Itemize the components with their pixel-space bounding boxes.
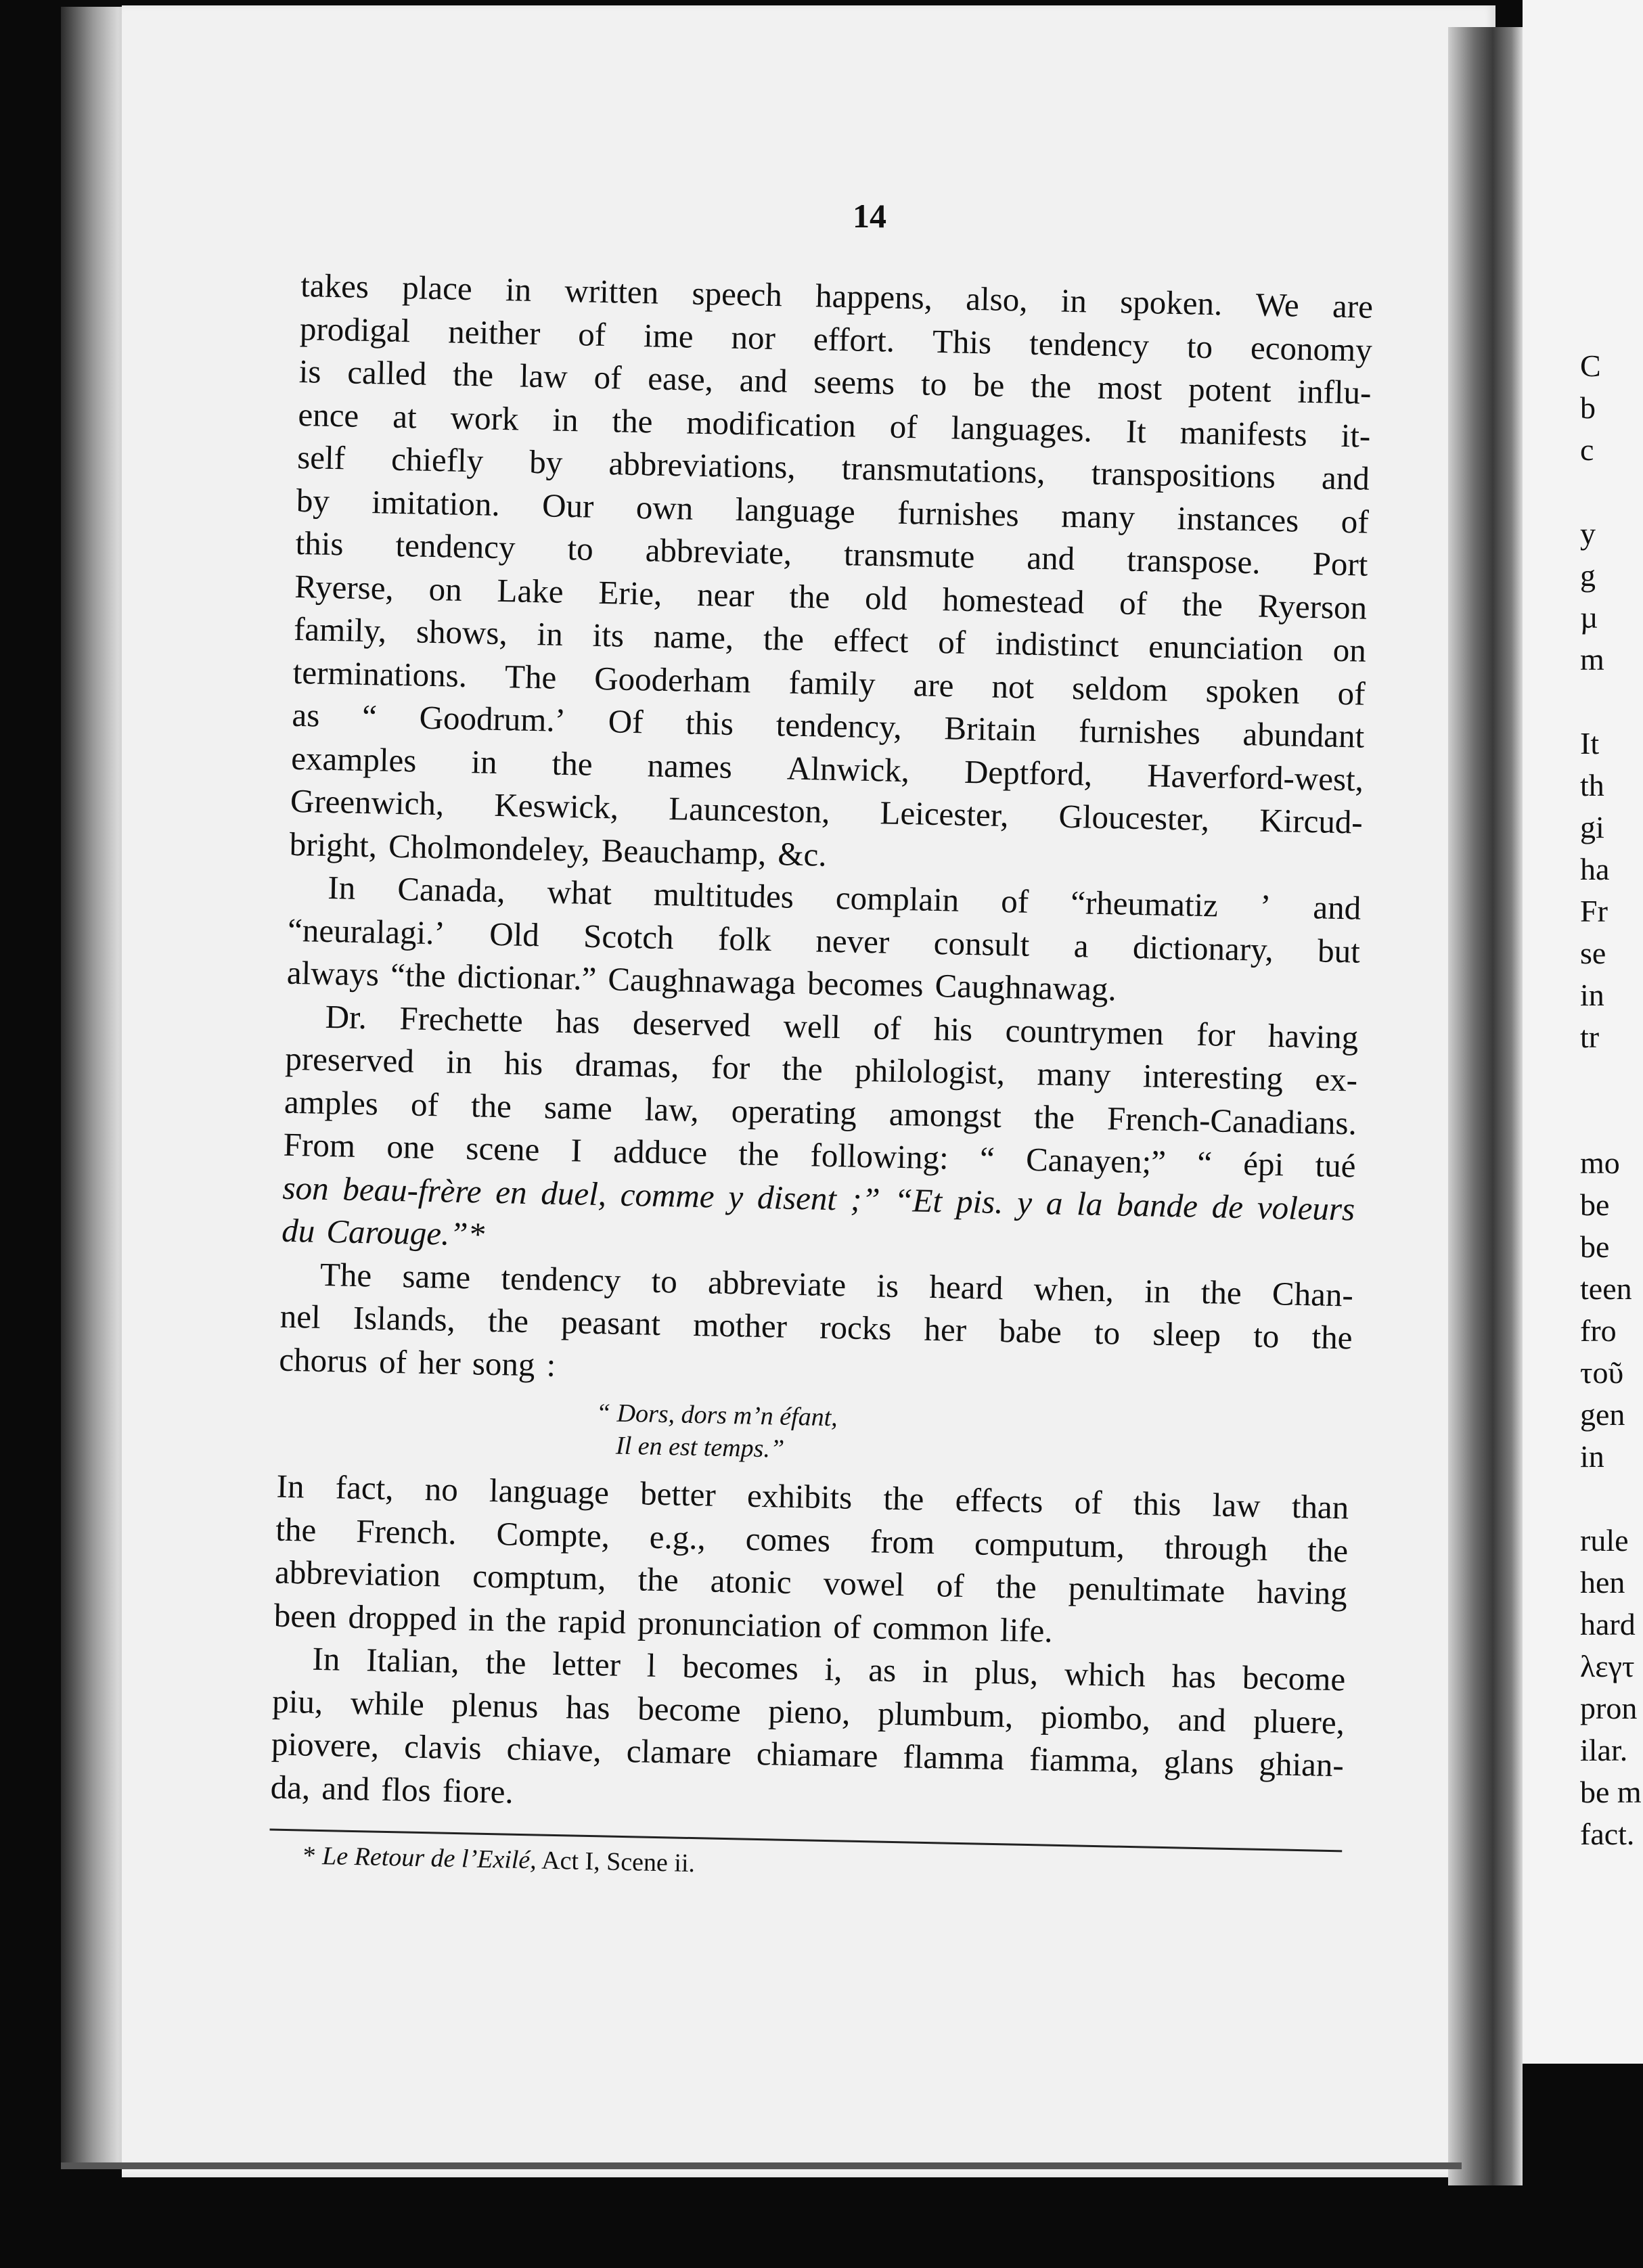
right-page-fragment: fact. — [1580, 1817, 1635, 1851]
poem-line: “ Dors, dors m’n éfant, — [595, 1399, 838, 1432]
right-page-fragment: Fr — [1580, 894, 1608, 928]
text-line: this tendency to abbreviate, transmute and transpose. Port — [295, 524, 1368, 583]
right-page-fragment: g — [1580, 558, 1596, 593]
right-page-fragment: ilar. — [1580, 1733, 1628, 1767]
right-page-fragment: hen — [1580, 1565, 1625, 1600]
text-line: da, and flos fiore. — [270, 1768, 514, 1811]
text-line: chorus of her song : — [278, 1340, 556, 1384]
text-line: been dropped in the rapid pronunciation of common life. — [273, 1596, 1054, 1650]
right-page-text — [1580, 345, 1642, 1855]
right-page-fragment — [1580, 471, 1642, 513]
text-line: “neuralagi.’ Old Scotch folk never consult a dictionary, but — [287, 911, 1361, 970]
poem-line: Il en est temps.” — [615, 1431, 785, 1464]
text-line: In fact, no language better exhibits the effects of this law than — [276, 1467, 1349, 1526]
text-line: Dr. Frechette has deserved well of his countrymen for having — [325, 997, 1359, 1056]
right-page-fragment: rule — [1580, 1523, 1629, 1558]
right-page-fragment: τοῦ — [1580, 1355, 1624, 1390]
text-line: In Italian, the letter l becomes i, as in plus, which has become — [312, 1639, 1346, 1698]
right-page-fragment: b — [1580, 390, 1596, 425]
right-page-fragment: fro — [1580, 1313, 1617, 1348]
right-page-fragment: be m — [1580, 1775, 1642, 1809]
text-line: nel Islands, the peasant mother rocks her babe to sleep to the — [279, 1297, 1353, 1357]
text-line: always “the dictionar.” Caughnawaga becomes Caughnawag. — [286, 953, 1117, 1008]
right-page-fragment: C — [1580, 348, 1601, 383]
right-page-fragment — [1580, 1058, 1642, 1100]
text-line: preserved in his dramas, for the philologist, many interesting ex- — [284, 1039, 1358, 1099]
right-page-fragment: se — [1580, 936, 1606, 970]
right-page-fragment: in — [1580, 978, 1604, 1012]
text-line: amples of the same law, operating amongst the French-Canadians. — [284, 1083, 1357, 1142]
text-line: Ryerse, on Lake Erie, near the old homestead of the Ryerson — [294, 567, 1368, 627]
text-line: by imitation. Our own language furnishes many instances of — [296, 481, 1370, 541]
right-page-fragment: µ — [1580, 600, 1598, 635]
text-line: family, shows, in its name, the effect of indistinct enunciation on — [293, 610, 1367, 669]
right-page-fragment: be — [1580, 1187, 1610, 1222]
text-line: terminations. The Gooderham family are not seldom spoken of — [292, 653, 1366, 712]
right-page-fragment: m — [1580, 642, 1604, 677]
text-line: bright, Cholmondeley, Beauchamp, &c. — [289, 825, 828, 874]
text-line: the French. Compte, e.g., comes from computum, through the — [275, 1510, 1349, 1569]
text-line: From one scene I adduce the following: “ Canayen;” “ épi tué — [283, 1125, 1357, 1185]
right-page-fragment — [1580, 681, 1642, 723]
text-line: abbreviation comptum, the atonic vowel of the penultimate having — [274, 1553, 1348, 1612]
right-page-fragment: mo — [1580, 1146, 1620, 1180]
right-page-fragment: c — [1580, 432, 1594, 467]
text-line: du Carouge.”* — [281, 1211, 485, 1253]
right-page-fragment — [1580, 1478, 1642, 1520]
text-line: prodigal neither of ime nor effort. This tendency to economy — [299, 309, 1373, 369]
body-text — [269, 264, 1373, 1895]
text-line: takes place in written speech happens, also, in spoken. We are — [300, 266, 1374, 325]
text-line: piovere, clavis chiave, clamare chiamare flamma fiamma, glans ghian- — [271, 1725, 1345, 1784]
right-page-fragment: pron — [1580, 1691, 1638, 1725]
right-page-fragment: th — [1580, 768, 1604, 802]
footnote: * Le Retour de l’Exilé, Act I, Scene ii. — [302, 1841, 696, 1878]
right-page-fragment: λεγτ — [1580, 1649, 1635, 1683]
right-page-fragment: ha — [1580, 852, 1610, 886]
page-bottom-edge — [61, 2162, 1462, 2169]
text-line: ence at work in the modification of languages. It manifests it- — [297, 395, 1371, 455]
text-line: piu, while plenus has become pieno, plumbum, piombo, and pluere, — [271, 1682, 1345, 1741]
right-page-fragment: teen — [1580, 1271, 1632, 1306]
right-page-fragment — [1580, 1100, 1642, 1142]
right-page-fragment: tr — [1580, 1020, 1600, 1054]
footnote-title: Le Retour de l’Exilé, — [321, 1842, 537, 1875]
page-number: 14 — [853, 197, 886, 235]
right-page-fragment: be — [1580, 1229, 1610, 1264]
right-page-fragment: gi — [1580, 810, 1604, 844]
right-page-fragment: gen — [1580, 1397, 1625, 1432]
right-page-fragment: y — [1580, 516, 1596, 551]
text-line: The same tendency to abbreviate is heard when, in the Chan- — [319, 1255, 1354, 1314]
book-gutter — [1448, 27, 1523, 2185]
footnote-reference: Act I, Scene ii. — [541, 1846, 696, 1878]
right-page-fragment: in — [1580, 1439, 1604, 1474]
text-line: self chiefly by abbreviations, transmutations, transpositions and — [296, 438, 1370, 497]
text-line: In Canada, what multitudes complain of “rheumatiz ’ and — [327, 868, 1361, 927]
text-line: is called the law of ease, and seems to be the most potent influ- — [298, 352, 1372, 411]
text-line: examples in the names Alnwick, Deptford, Haverford-west, — [290, 739, 1364, 798]
text-line: son beau-frère en duel, comme y disent ;” “Et pis. y a la bande de voleurs — [282, 1169, 1355, 1228]
right-page-fragment: hard — [1580, 1607, 1636, 1641]
text-line: as “ Goodrum.’ Of this tendency, Britain furnishes abundant — [292, 696, 1365, 755]
text-line: Greenwich, Keswick, Launceston, Leicester, Gloucester, Kircud- — [290, 781, 1364, 841]
right-page-fragment: It — [1580, 726, 1600, 761]
